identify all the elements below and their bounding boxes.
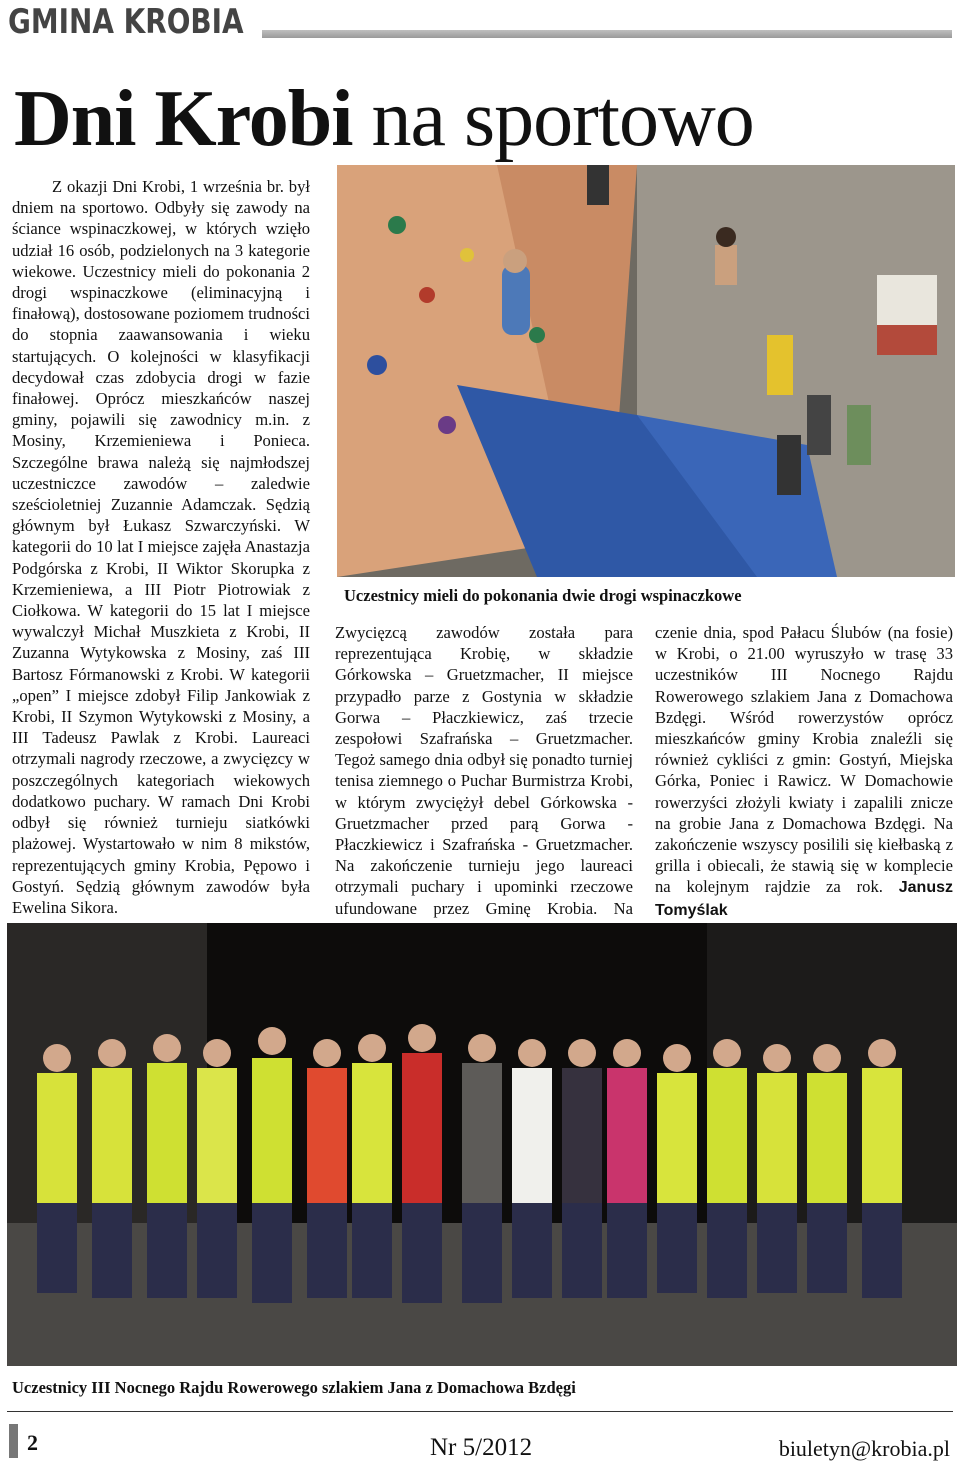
footer-bar: [9, 1424, 18, 1458]
article-column-1: [12, 176, 310, 918]
article-text-3: czenie dnia, spod Pałacu Ślubów (na fosie) w Krobi, o 21.00 wyruszyło w trasę 33 uczestników III Nocnego Rajdu Rowerowego szlakiem Jana z Domachowa Bzdęgi. Wśród rowerzystów oprócz mieszkańców gminy Krobia znaleźli się również cykliści z gmin: Gostyń, Miejska Górka, Poniec i Rawicz. W Domachowie rowerzyści złożyli kwiaty i zapalili znicze na grobie Jana z Domachowa Bzdęgi. Na zakończenie wszyscy posilili się kiełbaską z grilla i obiecali, że stawią się w komplecie na kolejnym rajdzie za rok.: [655, 623, 953, 897]
climbing-wall-photo: [337, 165, 955, 577]
article-column-2: [335, 622, 633, 940]
caption-climbing: Uczestnicy mieli do pokonania dwie drogi wspinaczkowe: [344, 586, 742, 605]
headline-bold: Dni Krobi: [14, 75, 353, 163]
author: Janusz Tomyślak: [655, 879, 953, 919]
article-text-1: Z okazji Dni Krobi, 1 września br. był dniem na sportowo. Odbyły się zawody na ściance wspinaczkowej, w których wzięło udział 16 osób, podzielonych na 3 kategorie wiekowe. Uczestnicy mieli do pokonania 2 drogi wspinaczkowe (eliminacyjną i finałową), dostosowane poziomem trudności do stopnia zaawansowania i wieku startujących. O kolejności w klasyfikacji decydował czas zdobycia drogi w fazie finałowej. Oprócz mieszkańców naszej gminy, pojawili się zawodnicy m.in. z Mosiny, Krzemieniewa i Ponieca. Szczególne brawa należą się najmłodszej uczestniczce zawodów – zaledwie sześcioletniej Zuzannie Adamczak. Sędzią głównym był Łukasz Szwarczyński. W kategorii do 10 lat I miejsce zajęła Anastazja Podgórska z Krobi, II Wiktor Skorupka z Krzemieniewa, a III Piotr Piotrowiak z Ciołkowa. W kategorii do 15 lat I miejsce wywalczył Michał Muszkieta z Krobi, II Zuzanna Wytykowska z Mosiny, zaś III Bartosz Fórmanowski z Krobi. W kategorii „open” I miejsce zdobył Filip Jankowiak z Krobi, II Szymon Wytykowski z Mosiny, a III Tadeusz Pawlak z Krobi. Laureaci otrzymali nagrody rzeczowe, a zwycięzcy w poszczególnych kategoriach wiekowych dodatkowo puchary. W ramach Dni Krobi odbył się również turnieju siatkówki plażowej. Wystartowało w nim 8 mikstów, reprezentujących gminy Krobia, Pępowo i Gostyń. Sędzią głównym zawodów była Ewelina Sikora.: [12, 177, 310, 917]
section-title: GMINA KROBIA: [8, 2, 244, 42]
article-column-3: [655, 622, 953, 921]
header-band: [0, 0, 960, 50]
footer-rule: [7, 1411, 953, 1412]
night-rally-group-photo: [7, 923, 957, 1366]
article-text-2: Zwycięzcą zawodów została para reprezentująca Krobię, w składzie Górkowska – Gruetzmacher, II miejsce przypadło parze z Gostynia w składzie Gorwa – Płaczkiewicz, zaś trzecie zespołowi Szafrańska – Gruetzmacher. Tegoż samego dnia odbył się ponadto turniej tenisa ziemnego o Puchar Burmistrza Krobi, w którym zwyciężył debel Górkowska - Gruetzmacher przed parą Gorwa - Płaczkiewicz i Szafrańska - Gruetzmacher. Na zakończenie turnieju jego laureaci otrzymali puchary i upominki rzeczowe ufundowane przez Gminę Krobia. Na: [335, 623, 633, 918]
headline-rest: na sportowo: [352, 75, 754, 163]
headline: [14, 75, 754, 163]
page-number: 2: [27, 1430, 38, 1455]
footer-email: biuletyn@krobia.pl: [778, 1436, 950, 1461]
header-rule: [262, 30, 952, 38]
caption-rally: Uczestnicy III Nocnego Rajdu Rowerowego szlakiem Jana z Domachowa Bzdęgi: [12, 1378, 576, 1397]
issue-number: Nr 5/2012: [430, 1434, 533, 1461]
